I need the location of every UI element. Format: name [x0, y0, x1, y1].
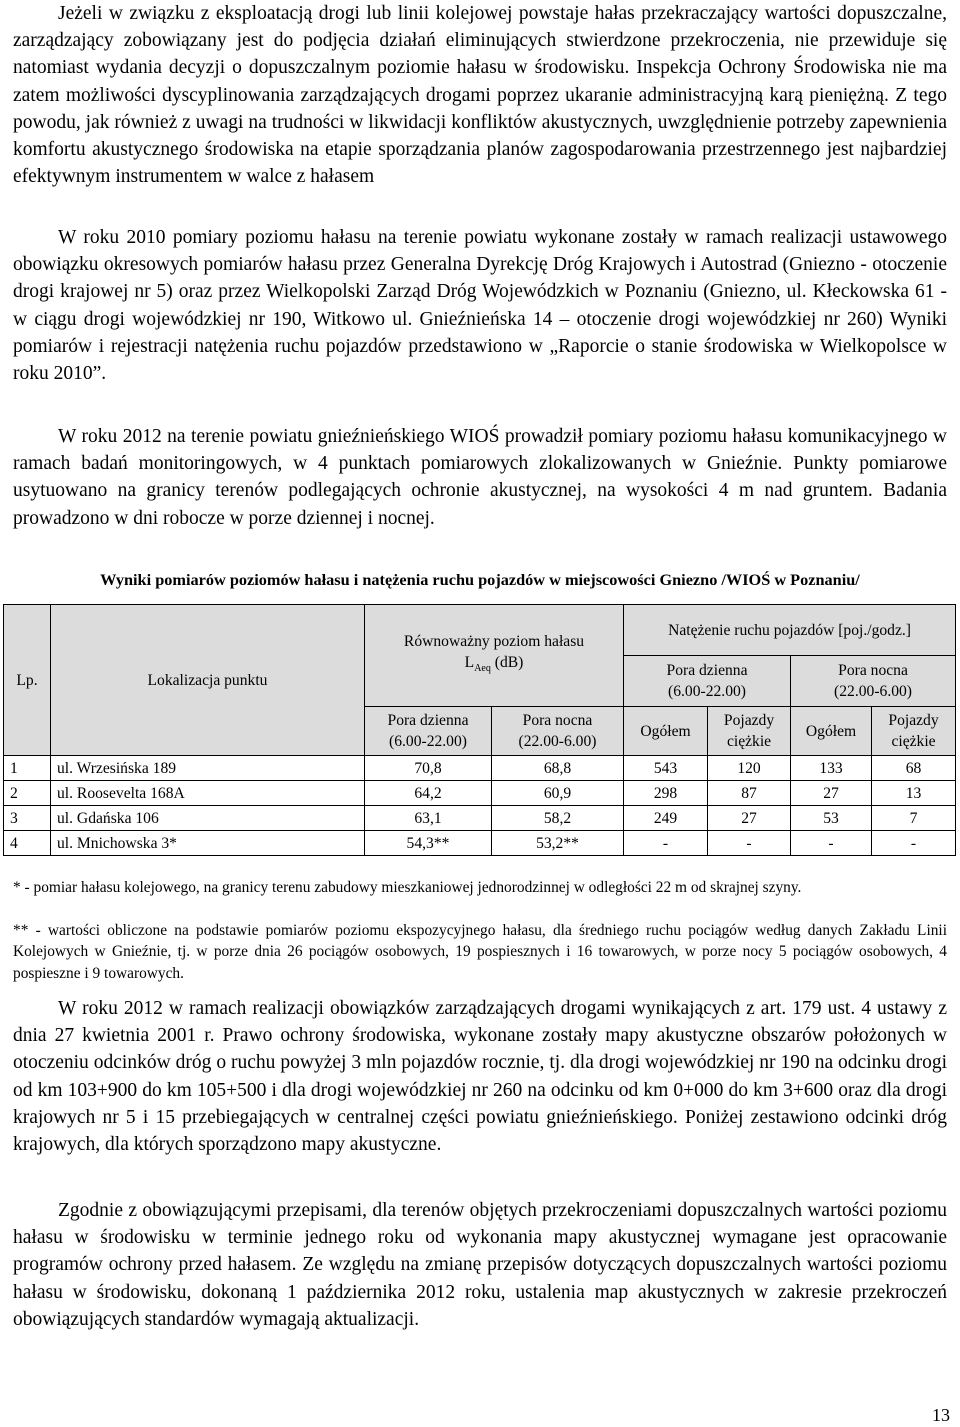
cell-noise-night: 68,8 [492, 756, 624, 781]
cell-location: ul. Gdańska 106 [51, 806, 365, 831]
header-location: Lokalizacja punktu [51, 605, 365, 756]
cell-lp: 4 [4, 831, 51, 856]
header-traffic-night-label: Pora nocna [838, 662, 908, 679]
cell-day-heavy: 120 [708, 756, 791, 781]
cell-day-total: 543 [624, 756, 708, 781]
header-traffic-volume: Natężenie ruchu pojazdów [poj./godz.] [624, 605, 956, 656]
header-noise-unit: (dB) [494, 654, 524, 672]
header-day-heavy-line2: ciężkie [726, 733, 772, 750]
header-noise-level [365, 605, 624, 707]
header-traffic-day-hours: (6.00-22.00) [668, 683, 746, 700]
header-traffic-day [624, 656, 791, 707]
header-noise-level-text: Równoważny poziom hałasu [403, 633, 585, 651]
paragraph-2012-wios-measurements: W roku 2012 na terenie powiatu gnieźnieńskiego WIOŚ prowadził pomiary poziomu hałasu komunikacyjnego w ramach badań monitoringowych, w 4 punktach pomiarowych zlokalizowanych w Gnieźnie. Punkty pomiarowe usytuowano na granicy terenów podlegających ochronie akustycznej, na wysokości 4 m nad gruntem. Badania prowadzono w dni robocze w porze dziennej i nocnej. [13, 426, 947, 529]
cell-night-total: 27 [791, 781, 872, 806]
cell-day-heavy: 27 [708, 806, 791, 831]
cell-night-heavy: 68 [872, 756, 956, 781]
cell-noise-day: 70,8 [365, 756, 492, 781]
header-night-heavy [872, 707, 956, 756]
cell-location: ul. Mnichowska 3* [51, 831, 365, 856]
table-caption: Wyniki pomiarów poziomów hałasu i natężenia ruchu pojazdów w miejscowości Gniezno /WIOŚ w Poznaniu/ [100, 570, 860, 589]
cell-noise-day: 54,3** [365, 831, 492, 856]
table-header-row-1 [4, 605, 956, 656]
header-night-total: Ogółem [791, 707, 872, 756]
table-row [4, 781, 956, 806]
header-traffic-day-label: Pora dzienna [666, 662, 748, 679]
footnote-calculated-values: ** - wartości obliczone na podstawie pomiarów poziomu ekspozycyjnego hałasu, dla średniego ruchu pociągów według danych Zakładu Linii Kolejowych w Gnieźnie, tj. w porze dnia 26 pociągów osobowych, 19 pospiesznych i 16 towarowych, w porze nocy 5 pociągów osobowych, 4 pospieszne i 9 towarowych. [13, 922, 947, 982]
paragraph-noise-protection-programs: Zgodnie z obowiązującymi przepisami, dla terenów objętych przekroczeniami dopuszczalnych wartości poziomu hałasu w środowisku w terminie jednego roku od wykonania mapy akustycznej wymagane jest opracowanie programów ochrony przed hałasem. Ze względu na zmianę przepisów dotyczących dopuszczalnych wartości poziomu hałasu w środowisku, dokonaną 1 października 2012 roku, ustalenia map akustycznych w zakresie przekroczeń obowiązujących standardów wymagają aktualizacji. [13, 1200, 947, 1330]
cell-night-heavy: 13 [872, 781, 956, 806]
cell-lp: 3 [4, 806, 51, 831]
cell-day-heavy: 87 [708, 781, 791, 806]
header-noise-night-hours: (22.00-6.00) [518, 733, 597, 750]
header-noise-night-label: Pora nocna [522, 712, 593, 729]
header-lp: Lp. [4, 605, 51, 756]
cell-noise-day: 64,2 [365, 781, 492, 806]
cell-noise-day: 63,1 [365, 806, 492, 831]
header-noise-day-hours: (6.00-22.00) [389, 733, 467, 750]
paragraph-noise-exceedance: Jeżeli w związku z eksploatacją drogi lub linii kolejowej powstaje hałas przekraczający wartości dopuszczalne, zarządzający zobowiązany jest do podjęcia działań eliminujących stwierdzone przekroczenia, nie przewiduje się natomiast wydania decyzji o dopuszczalnym poziomie hałasu w środowisku. Inspekcja Ochrony Środowiska nie ma zatem możliwości dyscyplinowania zarządzających drogami poprzez ukaranie administracyjną karą pieniężną. Z tego powodu, jak również z uwagi na trudności w likwidacji konfliktów akustycznych, uwzględnienie potrzeby zapewnienia komfortu akustycznego środowiska na etapie sporządzania planów zagospodarowania przestrzennego jest najbardziej efektywnym instrumentem w walce z hałasem [13, 3, 947, 188]
header-day-heavy-line1: Pojazdy [723, 712, 775, 729]
cell-day-heavy: - [708, 831, 791, 856]
paragraph-2010-measurements: W roku 2010 pomiary poziomu hałasu na terenie powiatu wykonane zostały w ramach realizacji ustawowego obowiązku okresowych pomiarów hałasu przez Generalna Dyrekcję Dróg Krajowych i Autostrad (Gniezno - otoczenie drogi krajowej nr 5) oraz przez Wielkopolski Zarząd Dróg Wojewódzkich w Poznaniu (Gniezno, ul. Kłeckowska 61 - w ciągu drogi wojewódzkiej nr 190, Witkowo ul. Gnieźnieńska 14 – otoczenie drogi wojewódzkiej nr 260) Wyniki pomiarów i rejestracji natężenia ruchu pojazdów przedstawiono w „Raporcie o stanie środowiska w Wielkopolsce w roku 2010”. [13, 227, 947, 385]
cell-lp: 1 [4, 756, 51, 781]
header-noise-night [492, 707, 624, 756]
cell-night-total: 133 [791, 756, 872, 781]
header-day-total: Ogółem [624, 707, 708, 756]
cell-day-total: 249 [624, 806, 708, 831]
header-day-heavy [708, 707, 791, 756]
noise-measurement-table [3, 604, 956, 856]
cell-night-total: - [791, 831, 872, 856]
cell-noise-night: 60,9 [492, 781, 624, 806]
header-traffic-night-hours: (22.00-6.00) [834, 683, 913, 700]
header-noise-subscript: Aeq [474, 663, 491, 675]
cell-night-heavy: 7 [872, 806, 956, 831]
cell-night-total: 53 [791, 806, 872, 831]
table-row [4, 806, 956, 831]
header-traffic-night [791, 656, 956, 707]
cell-location: ul. Wrzesińska 189 [51, 756, 365, 781]
header-night-heavy-line1: Pojazdy [888, 712, 939, 729]
cell-day-total: 298 [624, 781, 708, 806]
header-noise-day-label: Pora dzienna [387, 712, 469, 729]
table-row [4, 756, 956, 781]
cell-night-heavy: - [872, 831, 956, 856]
footnote-railway-noise: * - pomiar hałasu kolejowego, na granicy terenu zabudowy mieszkaniowej jednorodzinnej w odległości 22 m od skrajnej szyny. [13, 879, 802, 896]
paragraph-acoustic-maps: W roku 2012 w ramach realizacji obowiązków zarządzających drogami wynikających z art. 179 ust. 4 ustawy z dnia 27 kwietnia 2001 r. Prawo ochrony środowiska, wykonane zostały mapy akustyczne obszarów położonych w otoczeniu odcinków dróg o ruchu powyżej 3 mln pojazdów rocznie, tj. dla drogi wojewódzkiej nr 190 na odcinku drogi od km 103+900 do km 105+500 i dla drogi wojewódzkiej nr 260 na odcinku od km 0+000 do km 3+600 oraz dla drogi krajowych nr 5 i 15 przebiegających w centralnej części powiatu gnieźnieńskiego. Poniżej zestawiono odcinki dróg krajowych, dla których sporządzono mapy akustyczne. [13, 998, 947, 1156]
table-row [4, 831, 956, 856]
cell-noise-night: 58,2 [492, 806, 624, 831]
header-night-heavy-line2: ciężkie [891, 733, 936, 750]
cell-location: ul. Roosevelta 168A [51, 781, 365, 806]
cell-noise-night: 53,2** [492, 831, 624, 856]
cell-day-total: - [624, 831, 708, 856]
cell-lp: 2 [4, 781, 51, 806]
header-noise-day [365, 707, 492, 756]
page-number: 13 [932, 1405, 950, 1425]
header-noise-symbol: L [464, 654, 475, 672]
